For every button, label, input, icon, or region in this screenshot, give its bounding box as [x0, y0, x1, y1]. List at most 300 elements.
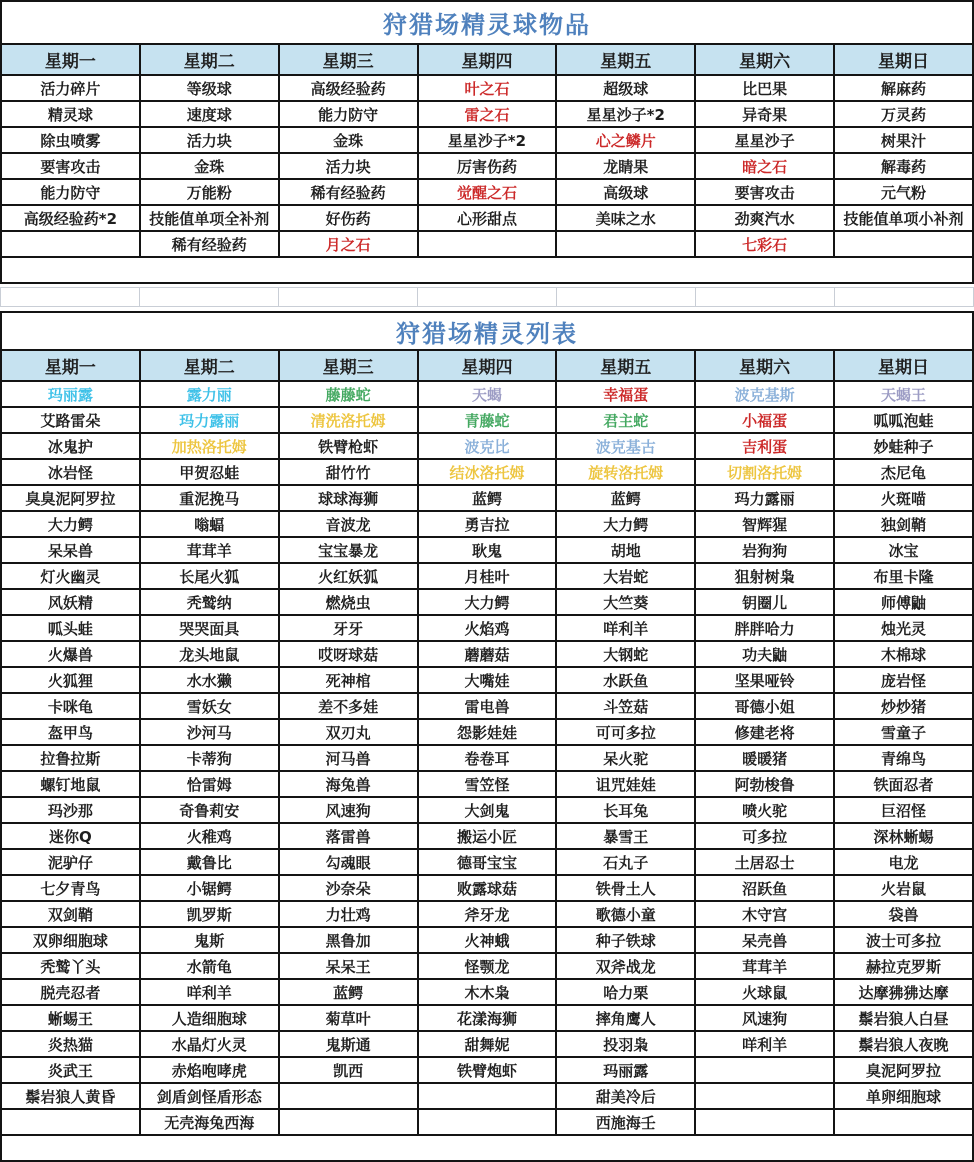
pokemon-cell: 七夕青鸟 [1, 875, 140, 901]
item-cell: 要害攻击 [1, 153, 140, 179]
pokemon-cell: 暴雪王 [556, 823, 695, 849]
pokemon-cell: 火爆兽 [1, 641, 140, 667]
item-cell: 元气粉 [834, 179, 973, 205]
empty-merged-cell [1, 257, 973, 283]
pokemon-cell: 暖暖猪 [695, 745, 834, 771]
pokemon-cell: 火神蛾 [418, 927, 557, 953]
pokemon-cell: 艾路雷朵 [1, 407, 140, 433]
pokemon-cell: 拉鲁拉斯 [1, 745, 140, 771]
item-cell: 暗之石 [695, 153, 834, 179]
pokemon-cell: 水跃鱼 [556, 667, 695, 693]
pokemon-cell: 脱壳忍者 [1, 979, 140, 1005]
pokemon-cell: 大钢蛇 [556, 641, 695, 667]
pokemon-cell: 怪颚龙 [418, 953, 557, 979]
pokemon-cell: 甜美冷后 [556, 1083, 695, 1109]
pokemon-cell: 咩利羊 [695, 1031, 834, 1057]
pokemon-cell: 凯西 [279, 1057, 418, 1083]
pokemon-cell: 落雷兽 [279, 823, 418, 849]
pokemon-cell: 双卵细胞球 [1, 927, 140, 953]
pokemon-cell: 火斑喵 [834, 485, 973, 511]
pokemon-cell: 火稚鸡 [140, 823, 279, 849]
pokemon-cell: 玛沙那 [1, 797, 140, 823]
pokemon-cell: 蓝鳄 [418, 485, 557, 511]
table-row [1, 511, 973, 537]
pokemon-cell: 火岩鼠 [834, 875, 973, 901]
item-cell: 树果汁 [834, 127, 973, 153]
pokemon-cell: 哥德小姐 [695, 693, 834, 719]
day-header: 星期二 [140, 350, 279, 381]
spacer-cell [1, 288, 140, 307]
item-cell: 厉害伤药 [418, 153, 557, 179]
pokemon-cell: 雪笠怪 [418, 771, 557, 797]
spacer-cell [696, 288, 835, 307]
item-cell: 活力碎片 [1, 75, 140, 101]
pokemon-cell: 铁面忍者 [834, 771, 973, 797]
empty-merged-cell [1, 1135, 973, 1161]
item-cell: 金珠 [279, 127, 418, 153]
pokemon-cell: 败露球菇 [418, 875, 557, 901]
pokemon-cell: 无壳海兔西海 [140, 1109, 279, 1135]
pokemon-cell: 德哥宝宝 [418, 849, 557, 875]
pokemon-cell: 咩利羊 [140, 979, 279, 1005]
pokemon-cell: 茸茸羊 [695, 953, 834, 979]
day-header: 星期五 [556, 350, 695, 381]
pokemon-cell: 喷火驼 [695, 797, 834, 823]
table-row [1, 1031, 973, 1057]
pokemon-cell: 修建老将 [695, 719, 834, 745]
pokemon-cell: 长耳兔 [556, 797, 695, 823]
pokemon-cell: 炎热猫 [1, 1031, 140, 1057]
item-cell: 要害攻击 [695, 179, 834, 205]
pokemon-cell: 秃鹫纳 [140, 589, 279, 615]
pokemon-cell: 藤藤蛇 [279, 381, 418, 407]
item-cell: 等级球 [140, 75, 279, 101]
pokemon-cell: 嗡蝠 [140, 511, 279, 537]
pokemon-cell: 音波龙 [279, 511, 418, 537]
pokemon-table-title: 狩猎场精灵列表 [1, 312, 973, 350]
pokemon-cell: 球球海狮 [279, 485, 418, 511]
pokemon-cell: 河马兽 [279, 745, 418, 771]
table-row [1, 589, 973, 615]
item-cell: 活力块 [140, 127, 279, 153]
item-cell: 心形甜点 [418, 205, 557, 231]
pokemon-cell: 巨沼怪 [834, 797, 973, 823]
pokemon-cell: 歌德小童 [556, 901, 695, 927]
pokemon-cell: 奇鲁莉安 [140, 797, 279, 823]
pokemon-cell: 切割洛托姆 [695, 459, 834, 485]
pokemon-cell: 庞岩怪 [834, 667, 973, 693]
pokemon-cell: 盔甲鸟 [1, 719, 140, 745]
table-row [1, 231, 973, 257]
item-cell: 美味之水 [556, 205, 695, 231]
item-cell: 超级球 [556, 75, 695, 101]
pokemon-cell: 花漾海狮 [418, 1005, 557, 1031]
item-cell: 技能值单项全补剂 [140, 205, 279, 231]
pokemon-cell: 燃烧虫 [279, 589, 418, 615]
pokemon-cell: 卡蒂狗 [140, 745, 279, 771]
pokemon-cell: 可多拉 [695, 823, 834, 849]
pokemon-cell: 双刃丸 [279, 719, 418, 745]
items-table [0, 0, 974, 284]
item-cell: 叶之石 [418, 75, 557, 101]
pokemon-cell: 大岩蛇 [556, 563, 695, 589]
pokemon-cell: 加热洛托姆 [140, 433, 279, 459]
pokemon-cell: 种子铁球 [556, 927, 695, 953]
pokemon-cell: 长尾火狐 [140, 563, 279, 589]
table-row [1, 849, 973, 875]
table-row [1, 407, 973, 433]
table-row [1, 823, 973, 849]
pokemon-cell: 搬运小匠 [418, 823, 557, 849]
pokemon-cell: 袋兽 [834, 901, 973, 927]
pokemon-cell: 狙射树枭 [695, 563, 834, 589]
pokemon-cell: 深林蜥蜴 [834, 823, 973, 849]
pokemon-cell: 电龙 [834, 849, 973, 875]
pokemon-cell: 水晶灯火灵 [140, 1031, 279, 1057]
pokemon-cell: 波克基斯 [695, 381, 834, 407]
pokemon-cell: 鬃岩狼人白昼 [834, 1005, 973, 1031]
pokemon-cell [279, 1083, 418, 1109]
pokemon-cell [834, 1109, 973, 1135]
pokemon-cell: 火红妖狐 [279, 563, 418, 589]
pokemon-cell: 鬼斯通 [279, 1031, 418, 1057]
pokemon-cell: 蓝鳄 [556, 485, 695, 511]
pokemon-cell: 月桂叶 [418, 563, 557, 589]
pokemon-cell: 幸福蛋 [556, 381, 695, 407]
item-cell: 心之鳞片 [556, 127, 695, 153]
pokemon-cell: 火球鼠 [695, 979, 834, 1005]
pokemon-cell: 大力鳄 [1, 511, 140, 537]
items-title-row [1, 1, 973, 44]
day-header: 星期二 [140, 44, 279, 75]
pokemon-cell [1, 1109, 140, 1135]
pokemon-cell: 茸茸羊 [140, 537, 279, 563]
pokemon-cell [418, 1083, 557, 1109]
pokemon-cell: 雪妖女 [140, 693, 279, 719]
pokemon-title-row [1, 312, 973, 350]
pokemon-cell: 鬼斯 [140, 927, 279, 953]
table-row [1, 153, 973, 179]
pokemon-cell: 西施海壬 [556, 1109, 695, 1135]
table-row [1, 797, 973, 823]
pokemon-cell: 沙奈朵 [279, 875, 418, 901]
pokemon-cell: 人造细胞球 [140, 1005, 279, 1031]
item-cell: 能力防守 [1, 179, 140, 205]
pokemon-cell: 铁骨土人 [556, 875, 695, 901]
item-cell: 好伤药 [279, 205, 418, 231]
empty-row [1, 1135, 973, 1161]
pokemon-cell [418, 1109, 557, 1135]
pokemon-cell: 吉利蛋 [695, 433, 834, 459]
pokemon-cell: 大剑鬼 [418, 797, 557, 823]
pokemon-cell: 单卵细胞球 [834, 1083, 973, 1109]
item-cell: 七彩石 [695, 231, 834, 257]
day-header: 星期六 [695, 350, 834, 381]
pokemon-cell: 大力鳄 [556, 511, 695, 537]
pokemon-cell: 火焰鸡 [418, 615, 557, 641]
pokemon-cell: 勇吉拉 [418, 511, 557, 537]
pokemon-cell: 阿勃梭鲁 [695, 771, 834, 797]
pokemon-cell: 木守宫 [695, 901, 834, 927]
table-row [1, 1083, 973, 1109]
day-header: 星期四 [418, 44, 557, 75]
pokemon-cell: 炎武王 [1, 1057, 140, 1083]
day-header: 星期五 [556, 44, 695, 75]
pokemon-cell: 鬃岩狼人黄昏 [1, 1083, 140, 1109]
day-header: 星期一 [1, 44, 140, 75]
pokemon-cell: 烛光灵 [834, 615, 973, 641]
item-cell: 比巴果 [695, 75, 834, 101]
pokemon-cell: 君主蛇 [556, 407, 695, 433]
pokemon-cell: 波士可多拉 [834, 927, 973, 953]
pokemon-cell: 冰宝 [834, 537, 973, 563]
pokemon-cell: 双斧战龙 [556, 953, 695, 979]
pokemon-cell: 哭哭面具 [140, 615, 279, 641]
item-cell: 解麻药 [834, 75, 973, 101]
pokemon-cell [695, 1057, 834, 1083]
item-cell: 龙睛果 [556, 153, 695, 179]
pokemon-cell: 水箭龟 [140, 953, 279, 979]
pokemon-cell: 臭泥阿罗拉 [834, 1057, 973, 1083]
pokemon-cell: 结冰洛托姆 [418, 459, 557, 485]
pokemon-cell: 诅咒娃娃 [556, 771, 695, 797]
table-row [1, 875, 973, 901]
pokemon-cell: 青绵鸟 [834, 745, 973, 771]
pokemon-table [0, 311, 974, 1162]
pokemon-cell: 玛力露丽 [140, 407, 279, 433]
pokemon-cell: 卷卷耳 [418, 745, 557, 771]
item-cell: 高级经验药*2 [1, 205, 140, 231]
pokemon-cell: 天蝎 [418, 381, 557, 407]
pokemon-cell: 摔角鹰人 [556, 1005, 695, 1031]
pokemon-cell: 螺钉地鼠 [1, 771, 140, 797]
item-cell: 解毒药 [834, 153, 973, 179]
pokemon-cell: 功夫鼬 [695, 641, 834, 667]
pokemon-cell: 宝宝暴龙 [279, 537, 418, 563]
table-row [1, 719, 973, 745]
table-row [1, 485, 973, 511]
pokemon-cell: 大嘴娃 [418, 667, 557, 693]
item-cell [418, 231, 557, 257]
spacer-cell [835, 288, 974, 307]
table-row [1, 1005, 973, 1031]
day-header: 星期日 [834, 44, 973, 75]
empty-row [1, 257, 973, 283]
item-cell: 雷之石 [418, 101, 557, 127]
table-row [1, 101, 973, 127]
item-cell: 万能粉 [140, 179, 279, 205]
pokemon-cell: 达摩狒狒达摩 [834, 979, 973, 1005]
item-cell: 月之石 [279, 231, 418, 257]
pokemon-cell: 智辉猩 [695, 511, 834, 537]
pokemon-cell: 投羽枭 [556, 1031, 695, 1057]
pokemon-cell: 迷你Q [1, 823, 140, 849]
pokemon-cell: 黑鲁加 [279, 927, 418, 953]
pokemon-cell: 鬃岩狼人夜晚 [834, 1031, 973, 1057]
item-cell: 星星沙子 [695, 127, 834, 153]
pokemon-cell: 斧牙龙 [418, 901, 557, 927]
table-row [1, 459, 973, 485]
pokemon-cell: 龙头地鼠 [140, 641, 279, 667]
pokemon-cell: 力壮鸡 [279, 901, 418, 927]
item-cell: 技能值单项小补剂 [834, 205, 973, 231]
table-row [1, 641, 973, 667]
spacer-cell [418, 288, 557, 307]
items-table-title: 狩猎场精灵球物品 [1, 1, 973, 44]
pokemon-header-row [1, 350, 973, 381]
pokemon-cell: 死神棺 [279, 667, 418, 693]
pokemon-cell: 哎呀球菇 [279, 641, 418, 667]
pokemon-cell: 炒炒猪 [834, 693, 973, 719]
pokemon-cell: 呆火驼 [556, 745, 695, 771]
pokemon-cell [695, 1109, 834, 1135]
item-cell [1, 231, 140, 257]
table-row [1, 667, 973, 693]
pokemon-cell: 大力鳄 [418, 589, 557, 615]
table-row [1, 615, 973, 641]
pokemon-cell: 臭臭泥阿罗拉 [1, 485, 140, 511]
pokemon-cell: 蓝鳄 [279, 979, 418, 1005]
pokemon-cell: 甜舞妮 [418, 1031, 557, 1057]
pokemon-cell: 菊草叶 [279, 1005, 418, 1031]
pokemon-cell: 风速狗 [279, 797, 418, 823]
pokemon-cell: 双剑鞘 [1, 901, 140, 927]
pokemon-cell: 清洗洛托姆 [279, 407, 418, 433]
pokemon-cell: 独剑鞘 [834, 511, 973, 537]
pokemon-cell: 可可多拉 [556, 719, 695, 745]
pokemon-cell: 蘑蘑菇 [418, 641, 557, 667]
pokemon-cell: 沙河马 [140, 719, 279, 745]
table-row [1, 75, 973, 101]
item-cell: 星星沙子*2 [556, 101, 695, 127]
pokemon-cell: 秃鹫丫头 [1, 953, 140, 979]
table-row [1, 563, 973, 589]
pokemon-cell: 铁臂炮虾 [418, 1057, 557, 1083]
pokemon-cell: 冰鬼护 [1, 433, 140, 459]
pokemon-cell: 卡咪龟 [1, 693, 140, 719]
pokemon-cell: 戴鲁比 [140, 849, 279, 875]
table-row [1, 771, 973, 797]
pokemon-cell: 小福蛋 [695, 407, 834, 433]
pokemon-cell: 呆呆王 [279, 953, 418, 979]
pokemon-cell: 大竺葵 [556, 589, 695, 615]
table-row [1, 127, 973, 153]
pokemon-cell: 风妖精 [1, 589, 140, 615]
day-header: 星期日 [834, 350, 973, 381]
day-header: 星期四 [418, 350, 557, 381]
table-row [1, 745, 973, 771]
day-header: 星期一 [1, 350, 140, 381]
pokemon-cell: 火狐狸 [1, 667, 140, 693]
pokemon-cell: 呆呆兽 [1, 537, 140, 563]
pokemon-cell: 差不多娃 [279, 693, 418, 719]
day-header: 星期六 [695, 44, 834, 75]
pokemon-cell: 牙牙 [279, 615, 418, 641]
pokemon-cell: 剑盾剑怪盾形态 [140, 1083, 279, 1109]
item-cell: 稀有经验药 [279, 179, 418, 205]
spacer-cell [557, 288, 696, 307]
item-cell [556, 231, 695, 257]
pokemon-cell: 海兔兽 [279, 771, 418, 797]
pokemon-cell: 赫拉克罗斯 [834, 953, 973, 979]
table-row [1, 927, 973, 953]
pokemon-cell: 天蝎王 [834, 381, 973, 407]
item-cell: 劲爽汽水 [695, 205, 834, 231]
item-cell: 觉醒之石 [418, 179, 557, 205]
pokemon-cell: 杰尼龟 [834, 459, 973, 485]
pokemon-cell [695, 1083, 834, 1109]
pokemon-cell: 胖胖哈力 [695, 615, 834, 641]
pokemon-cell: 波克比 [418, 433, 557, 459]
pokemon-cell: 坚果哑铃 [695, 667, 834, 693]
spacer-grid [0, 287, 974, 307]
pokemon-cell: 呆壳兽 [695, 927, 834, 953]
table-row [1, 953, 973, 979]
pokemon-cell: 咩利羊 [556, 615, 695, 641]
pokemon-cell: 蜥蜴王 [1, 1005, 140, 1031]
item-cell: 除虫喷雾 [1, 127, 140, 153]
table-row [1, 1057, 973, 1083]
spacer-cell [140, 288, 279, 307]
table-row [1, 179, 973, 205]
table-row [1, 381, 973, 407]
pokemon-cell: 土居忍士 [695, 849, 834, 875]
pokemon-cell: 甜竹竹 [279, 459, 418, 485]
pokemon-cell: 木棉球 [834, 641, 973, 667]
item-cell: 速度球 [140, 101, 279, 127]
spacer-row [1, 288, 974, 307]
spacer-cell [279, 288, 418, 307]
pokemon-cell: 勾魂眼 [279, 849, 418, 875]
pokemon-cell: 雷电兽 [418, 693, 557, 719]
pokemon-cell: 耿鬼 [418, 537, 557, 563]
item-cell: 能力防守 [279, 101, 418, 127]
item-cell: 万灵药 [834, 101, 973, 127]
item-cell [834, 231, 973, 257]
pokemon-cell: 青藤蛇 [418, 407, 557, 433]
pokemon-cell: 师傅鼬 [834, 589, 973, 615]
table-row [1, 693, 973, 719]
table-row [1, 901, 973, 927]
item-cell: 稀有经验药 [140, 231, 279, 257]
pokemon-cell: 旋转洛托姆 [556, 459, 695, 485]
pokemon-cell: 哈力栗 [556, 979, 695, 1005]
pokemon-cell: 斗笠菇 [556, 693, 695, 719]
pokemon-cell: 玛力露丽 [695, 485, 834, 511]
pokemon-cell: 露力丽 [140, 381, 279, 407]
day-header: 星期三 [279, 350, 418, 381]
pokemon-cell [279, 1109, 418, 1135]
item-cell: 精灵球 [1, 101, 140, 127]
pokemon-cell: 甲贺忍蛙 [140, 459, 279, 485]
pokemon-cell: 石丸子 [556, 849, 695, 875]
table-row [1, 1109, 973, 1135]
item-cell: 活力块 [279, 153, 418, 179]
pokemon-cell: 雪童子 [834, 719, 973, 745]
pokemon-cell: 玛丽露 [556, 1057, 695, 1083]
pokemon-cell: 布里卡隆 [834, 563, 973, 589]
pokemon-cell: 玛丽露 [1, 381, 140, 407]
pokemon-cell: 赤焰咆哮虎 [140, 1057, 279, 1083]
pokemon-cell: 怨影娃娃 [418, 719, 557, 745]
pokemon-cell: 小锯鳄 [140, 875, 279, 901]
items-header-row [1, 44, 973, 75]
item-cell: 星星沙子*2 [418, 127, 557, 153]
pokemon-cell: 凯罗斯 [140, 901, 279, 927]
pokemon-cell: 恰雷姆 [140, 771, 279, 797]
pokemon-cell: 重泥挽马 [140, 485, 279, 511]
pokemon-cell: 呱呱泡蛙 [834, 407, 973, 433]
